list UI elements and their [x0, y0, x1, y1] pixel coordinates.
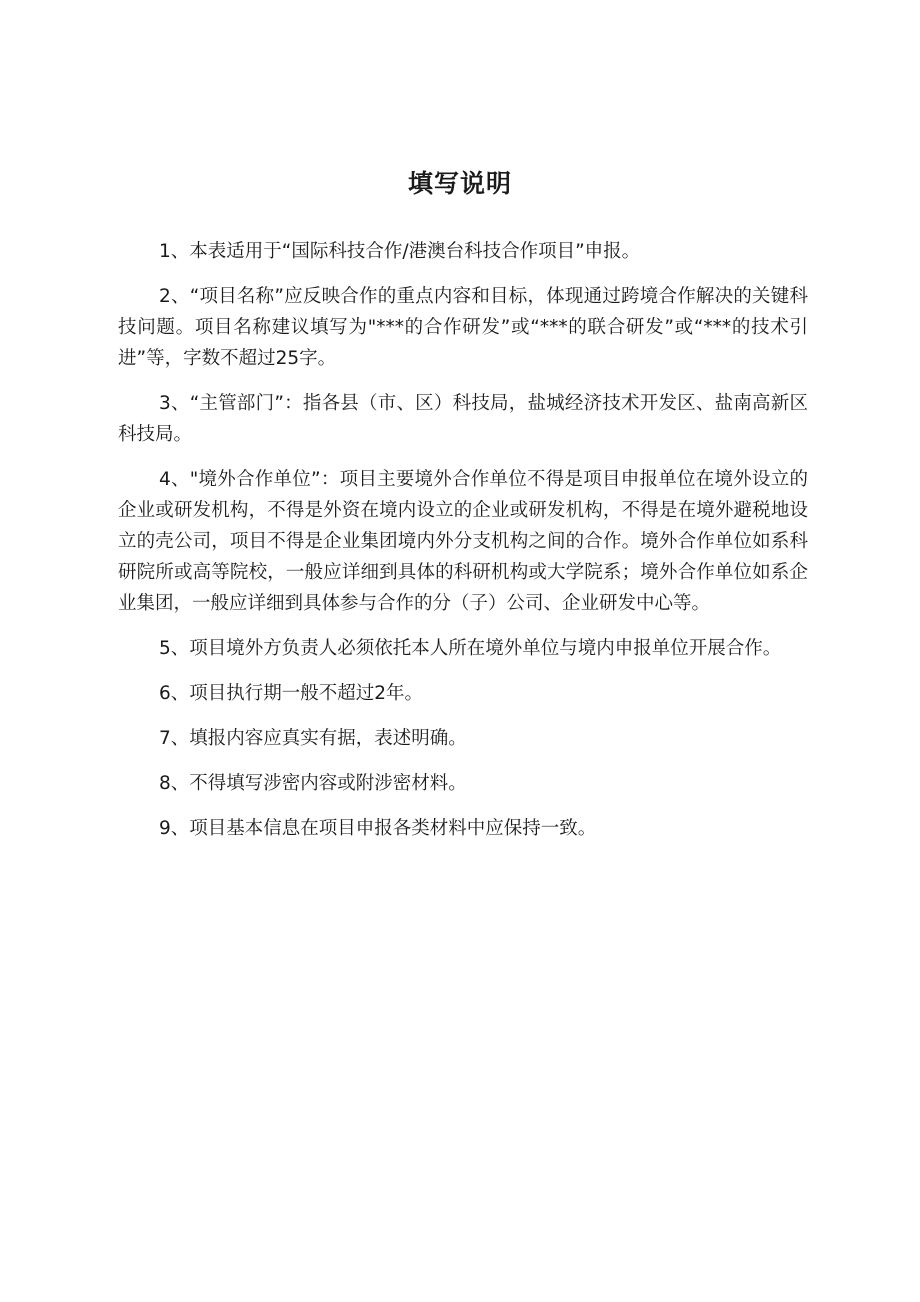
- instruction-item-1: 1、本表适用于“国际科技合作/港澳台科技合作项目”申报。: [159, 241, 641, 262]
- instructions-body: [118, 236, 808, 858]
- instruction-item-5: 5、项目境外方负责人必须依托本人所在境外单位与境内申报单位开展合作。: [159, 638, 782, 659]
- instruction-item-3: 3、“主管部门”：指各县（市、区）科技局，盐城经济技术开发区、盐南高新区科技局。: [118, 393, 808, 445]
- instruction-item-6: 6、项目执行期一般不超过2年。: [159, 683, 424, 704]
- instruction-item-9: 9、项目基本信息在项目申报各类材料中应保持一致。: [159, 818, 597, 839]
- page-title: 填写说明: [407, 169, 512, 198]
- instruction-item-4: 4、"境外合作单位”：项目主要境外合作单位不得是项目申报单位在境外设立的企业或研发机构，不得是外资在境内设立的企业或研发机构，不得是在境外避税地设立的壳公司，项目不得是企业集团境内外分支机构之间的合作。境外合作单位如系科研院所或高等院校，一般应详细到具体的科研机构或大学院系；境外合作单位如系企业集团，一般应详细到具体参与合作的分（子）公司、企业研发中心等。: [118, 469, 808, 614]
- instruction-item-7: 7、填报内容应真实有据，表述明确。: [159, 728, 467, 749]
- instruction-item-2: 2、“项目名称”应反映合作的重点内容和目标，体现通过跨境合作解决的关键科技问题。项目名称建议填写为"***的合作研发”或“***的联合研发”或“***的技术引进”等，字数不超过25字。: [118, 286, 808, 369]
- instruction-item-8: 8、不得填写涉密内容或附涉密材料。: [159, 773, 467, 794]
